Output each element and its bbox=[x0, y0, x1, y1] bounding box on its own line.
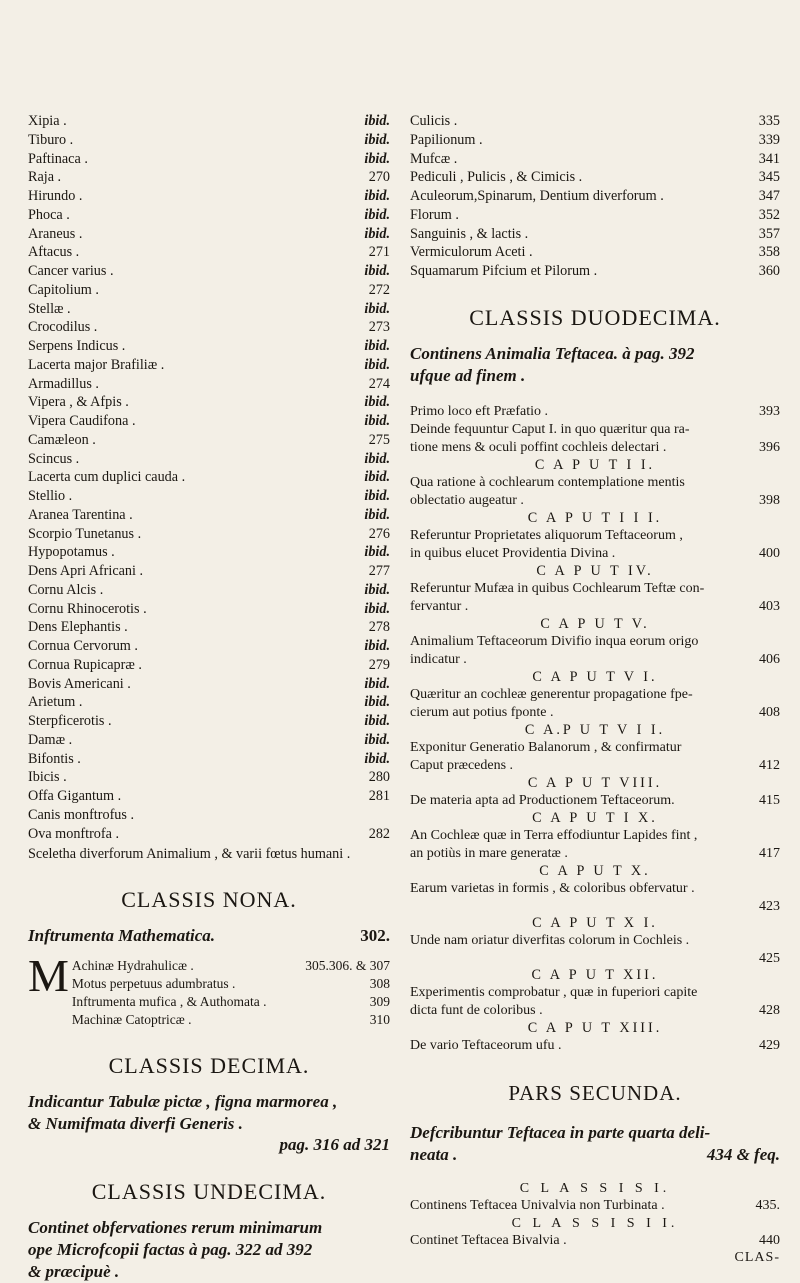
body-line: Quæritur an cochleæ generentur propagatione fpe- bbox=[410, 686, 693, 702]
caput-heading: C A P U T VIII. bbox=[527, 774, 663, 791]
index-entry-ref: ibid. bbox=[364, 694, 390, 711]
index-entry bbox=[28, 243, 390, 262]
index-entry bbox=[410, 243, 780, 262]
index-entry bbox=[28, 318, 390, 337]
index-entry-ref: ibid. bbox=[364, 600, 390, 617]
classis-nona-page: 302. bbox=[360, 926, 390, 946]
index-entry-label: Vermiculorum Aceti . bbox=[410, 244, 533, 261]
body-line: cierum aut potius fponte . 408 bbox=[410, 704, 780, 720]
classis-duodecima-sub2: ufque ad finem . bbox=[410, 365, 526, 385]
nona-entry bbox=[72, 993, 390, 1011]
index-entry-label: Dens Apri Africani . bbox=[28, 563, 144, 579]
nona-entry bbox=[72, 957, 390, 975]
index-entry-ref: 281 bbox=[368, 788, 390, 804]
index-entry bbox=[410, 168, 780, 187]
index-entry-label: Sterpficerotis . bbox=[28, 713, 112, 729]
index-entry bbox=[28, 712, 390, 731]
index-entry-ref: ibid. bbox=[364, 225, 390, 242]
index-entry-label: Florum . bbox=[410, 206, 459, 223]
body-line: Referuntur Mufæa in quibus Cochlearum Teftæ con- bbox=[410, 580, 705, 596]
index-entry-ref: 360 bbox=[758, 263, 780, 279]
index-entry bbox=[28, 806, 390, 825]
index-entry bbox=[28, 656, 390, 675]
index-entry-ref: ibid. bbox=[364, 450, 390, 467]
index-entry bbox=[28, 112, 390, 131]
index-entry bbox=[28, 506, 390, 525]
index-entry-ref: 357 bbox=[758, 225, 780, 242]
classis-undecima-heading: CLASSIS UNDECIMA. bbox=[91, 1179, 327, 1205]
index-entry-label: Armadillus . bbox=[28, 375, 99, 392]
index-entry-ref: ibid. bbox=[364, 394, 390, 411]
index-entry-ref: ibid. bbox=[364, 150, 390, 167]
index-entry-label: Crocodilus . bbox=[28, 319, 98, 336]
index-entry-ref: ibid. bbox=[364, 713, 390, 729]
index-entry-ref: ibid. bbox=[364, 131, 390, 148]
index-entry-label: Phoca . bbox=[28, 206, 70, 223]
index-entry bbox=[28, 787, 390, 806]
index-entry bbox=[28, 225, 390, 244]
caput-heading: C A P U T I X. bbox=[532, 809, 658, 826]
body-line: Qua ratione à cochlearum contemplatione mentis bbox=[410, 474, 685, 490]
body-line: Exponitur Generatio Balanorum , & confirmatur bbox=[410, 739, 682, 755]
caput-heading: C A P U T XII. bbox=[531, 966, 659, 983]
index-entry bbox=[28, 693, 390, 712]
index-entry bbox=[28, 300, 390, 319]
nona-entry-label: Inftrumenta mufica , & Authomata . bbox=[71, 994, 267, 1010]
index-entry-ref: 339 bbox=[758, 131, 780, 148]
pars-secunda-heading: PARS SECUNDA. bbox=[508, 1080, 682, 1105]
pars-secunda-sub1: Defcribuntur Teftacea in parte quarta deli- bbox=[410, 1122, 711, 1142]
caput-heading: C A P U T X. bbox=[539, 862, 651, 879]
index-entry-label: Dens Elephantis . bbox=[28, 619, 128, 636]
index-entry bbox=[28, 731, 390, 750]
index-entry-ref: 276 bbox=[368, 525, 390, 542]
index-entry bbox=[28, 750, 390, 769]
index-entry bbox=[28, 131, 390, 150]
index-entry bbox=[28, 187, 390, 206]
index-entry bbox=[28, 450, 390, 469]
index-entry-label: Tiburo . bbox=[28, 131, 74, 148]
nona-entry-ref: 310 bbox=[369, 1012, 390, 1028]
index-entry-ref: 279 bbox=[368, 656, 390, 673]
index-entry-ref: 352 bbox=[758, 206, 780, 223]
index-entry-ref: ibid. bbox=[364, 544, 390, 561]
index-entry-ref: 335 bbox=[758, 113, 780, 129]
classis-i-line: C L A S S I S I. bbox=[519, 1180, 671, 1196]
index-entry bbox=[28, 281, 390, 300]
index-entry bbox=[28, 768, 390, 787]
body-line: an potiùs in mare generatæ . 417 bbox=[410, 845, 780, 861]
nona-entry-ref: 305.306. & 307 bbox=[305, 958, 390, 974]
index-entry-ref: 273 bbox=[368, 319, 390, 336]
index-entry bbox=[410, 262, 780, 281]
body-line: Continens Teftacea Univalvia non Turbinata . 435. bbox=[410, 1197, 780, 1213]
index-entry-label: Cornu Rhinocerotis . bbox=[28, 600, 147, 617]
index-entry-label: Bovis Americani . bbox=[28, 675, 131, 692]
index-entry-label: Lacerta cum duplici cauda . bbox=[28, 469, 186, 486]
caput-heading: C A P U T I I I. bbox=[527, 509, 663, 526]
classis-decima-heading: CLASSIS DECIMA. bbox=[108, 1053, 310, 1079]
body-line: Earum varietas in formis , & coloribus obfervatur . bbox=[410, 880, 695, 896]
index-entry-ref: ibid. bbox=[364, 413, 390, 429]
dropcap-letter: M bbox=[28, 950, 69, 1002]
index-entry-label: Scorpio Tunetanus . bbox=[28, 525, 142, 542]
index-entry-ref: 271 bbox=[368, 244, 390, 261]
index-entry-ref: 270 bbox=[368, 169, 390, 186]
index-entry bbox=[28, 487, 390, 506]
index-entry bbox=[28, 375, 390, 394]
index-entry-ref: ibid. bbox=[364, 338, 390, 354]
index-entry-ref: ibid. bbox=[364, 506, 390, 523]
index-entry-label: Araneus . bbox=[28, 225, 83, 242]
index-entry bbox=[410, 150, 780, 169]
index-entry bbox=[28, 431, 390, 450]
index-entry-label: Raja . bbox=[28, 169, 62, 186]
index-entry bbox=[410, 206, 780, 225]
nona-entry bbox=[72, 975, 390, 993]
body-line: Unde nam oriatur diverfitas colorum in Cochleis . bbox=[410, 932, 690, 948]
classis-nona-sub bbox=[28, 925, 390, 947]
index-entry-label: Cancer varius . bbox=[28, 263, 114, 279]
index-entry-label: Bifontis . bbox=[28, 750, 81, 767]
left-column bbox=[28, 112, 390, 1283]
classis-nona-subtitle: Inftrumenta Mathematica. bbox=[28, 926, 216, 946]
index-entry-ref: ibid. bbox=[364, 488, 390, 504]
left-index-list bbox=[28, 112, 390, 843]
body-line: De materia apta ad Productionem Teftaceorum. 415 bbox=[410, 792, 780, 808]
caput-heading: C A.P U T V I I. bbox=[524, 721, 666, 738]
classis-nona-items bbox=[28, 950, 390, 1029]
index-entry-label: Squamarum Pifcium et Pilorum . bbox=[410, 263, 598, 279]
index-entry bbox=[28, 825, 390, 844]
classis-duodecima-sub1: Continens Animalia Teftacea. à pag. 392 bbox=[410, 343, 695, 363]
index-entry-label: Arietum . bbox=[28, 694, 83, 711]
index-entry-ref: 277 bbox=[368, 563, 390, 579]
right-column bbox=[410, 112, 780, 1266]
nona-entry-label: Machinæ Catoptricæ . bbox=[71, 1012, 192, 1028]
right-index-list bbox=[410, 112, 780, 281]
index-entry-ref: ibid. bbox=[364, 356, 390, 373]
index-entry bbox=[410, 112, 780, 131]
page-ref: 425 bbox=[759, 950, 780, 966]
index-entry-ref: 274 bbox=[368, 375, 390, 392]
index-entry bbox=[28, 618, 390, 637]
index-entry-label: Serpens Indicus . bbox=[28, 338, 126, 354]
index-entry-ref: ibid. bbox=[364, 469, 390, 486]
index-entry bbox=[28, 468, 390, 487]
caput-heading: C A P U T V. bbox=[540, 615, 650, 632]
index-entry-label: Mufcæ . bbox=[410, 150, 458, 167]
classis-undecima-sub1: Continet obfervationes rerum minimarum bbox=[28, 1218, 323, 1238]
index-entry-label: Capitolium . bbox=[28, 281, 99, 298]
index-entry-label: Papilionum . bbox=[410, 131, 483, 148]
pars-secunda-page: 434 & feq. bbox=[706, 1144, 780, 1164]
index-entry bbox=[410, 187, 780, 206]
index-entry-label: Aculeorum,Spinarum, Dentium diverforum . bbox=[410, 188, 664, 204]
caput-heading: C A P U T V I. bbox=[532, 668, 658, 685]
classis-decima-sub1: Indicantur Tabulæ pictæ , figna marmorea , bbox=[28, 1092, 338, 1112]
body-line: fervantur . 403 bbox=[410, 598, 780, 614]
classis-undecima-sub2: ope Microfcopii factas à pag. 322 ad 392 bbox=[28, 1240, 313, 1260]
nona-entry-ref: 309 bbox=[369, 994, 390, 1010]
body-line: indicatur . 406 bbox=[410, 651, 780, 667]
index-entry-ref: 278 bbox=[368, 619, 390, 636]
index-entry-label: Pediculi , Pulicis , & Cimicis . bbox=[410, 169, 583, 186]
catchword: CLAS- bbox=[734, 1249, 780, 1265]
index-entry-label: Aranea Tarentina . bbox=[28, 506, 133, 523]
body-line: An Cochleæ quæ in Terra effodiuntur Lapides fint , bbox=[410, 827, 698, 843]
classis-decima-sub2: & Numifmata diverfi Generis . bbox=[28, 1114, 243, 1134]
index-entry bbox=[28, 562, 390, 581]
index-entry bbox=[28, 637, 390, 656]
body-line: Experimentis comprobatur , quæ in fuperiori capite bbox=[410, 984, 698, 1000]
index-entry bbox=[28, 150, 390, 169]
index-entry bbox=[28, 356, 390, 375]
index-entry bbox=[28, 337, 390, 356]
index-entry-label: Sanguinis , & lactis . bbox=[410, 225, 529, 242]
index-entry-label: Damæ . bbox=[28, 731, 73, 748]
index-entry-ref: 275 bbox=[368, 431, 390, 448]
body-line: oblectatio augeatur . 398 bbox=[410, 492, 780, 508]
classis-nona-heading: CLASSIS NONA. bbox=[121, 887, 297, 913]
pars-secunda-sub2-line bbox=[410, 1144, 780, 1166]
body-line: tione mens & oculi poffint cochleis delectari . 396 bbox=[410, 439, 780, 455]
index-entry bbox=[28, 393, 390, 412]
body-line: Continet Teftacea Bivalvia . 440 bbox=[410, 1232, 780, 1248]
caput-heading: C A P U T I I. bbox=[534, 456, 656, 473]
body-line: Referuntur Proprietates aliquorum Teftaceorum , bbox=[410, 527, 683, 543]
body-line: Primo loco eft Præfatio . 393 bbox=[410, 403, 780, 419]
index-entry-label: Offa Gigantum . bbox=[28, 788, 122, 804]
index-entry-ref: ibid. bbox=[364, 731, 390, 748]
page-ref: 423 bbox=[759, 898, 780, 914]
index-entry bbox=[28, 675, 390, 694]
caput-heading: C A P U T X I. bbox=[532, 914, 658, 931]
index-entry bbox=[28, 168, 390, 187]
index-entry-label: Cornua Rupicapræ . bbox=[28, 656, 142, 673]
index-entry-label: Culicis . bbox=[410, 113, 458, 129]
index-entry bbox=[28, 543, 390, 562]
index-entry-ref: ibid. bbox=[364, 113, 390, 129]
classis-undecima-sub3: & præcipuè . bbox=[28, 1262, 120, 1282]
index-entry bbox=[28, 412, 390, 431]
index-entry-ref: 280 bbox=[368, 769, 390, 786]
index-entry-ref: ibid. bbox=[364, 581, 390, 598]
index-entry-ref: 272 bbox=[368, 281, 390, 298]
index-entry-ref: ibid. bbox=[364, 638, 390, 654]
index-entry-label: Cornu Alcis . bbox=[28, 581, 104, 598]
caput-heading: C A P U T IV. bbox=[536, 562, 654, 579]
body-line: Deinde fequuntur Caput I. in quo quæritur qua ra- bbox=[410, 421, 690, 437]
nona-entry-ref: 308 bbox=[369, 976, 390, 992]
index-entry bbox=[410, 225, 780, 244]
index-entry-ref: 282 bbox=[368, 825, 390, 842]
index-entry-label: Camæleon . bbox=[28, 431, 96, 448]
pars-secunda-sub2: neata . bbox=[410, 1144, 458, 1164]
index-entry-label: Hypopotamus . bbox=[28, 544, 115, 561]
body-line: dicta funt de coloribus . 428 bbox=[410, 1002, 780, 1018]
body-line: De vario Teftaceorum ufu . 429 bbox=[410, 1037, 780, 1053]
index-entry-label: Hirundo . bbox=[28, 188, 83, 204]
index-entry-label: Vipera Caudifona . bbox=[28, 413, 136, 429]
classis-duodecima-heading: CLASSIS DUODECIMA. bbox=[469, 304, 721, 330]
index-entry-ref: 347 bbox=[758, 188, 780, 204]
index-entry bbox=[28, 262, 390, 281]
index-entry-ref: ibid. bbox=[364, 188, 390, 204]
index-entry-ref: 345 bbox=[758, 169, 780, 186]
index-entry-label: Stellæ . bbox=[28, 300, 71, 317]
index-entry bbox=[410, 131, 780, 150]
nona-entry bbox=[72, 1011, 390, 1029]
index-entry-ref: 358 bbox=[758, 244, 780, 261]
index-entry-ref: ibid. bbox=[364, 750, 390, 767]
index-entry-label: Scincus . bbox=[28, 450, 80, 467]
nona-entry-label: Achinæ Hydrahulicæ . bbox=[71, 958, 194, 974]
index-entry-ref: 341 bbox=[758, 150, 780, 167]
index-entry bbox=[28, 600, 390, 619]
classis-decima-pag: pag. 316 ad 321 bbox=[279, 1135, 390, 1155]
index-entry-ref: ibid. bbox=[364, 675, 390, 692]
body-line: in quibus elucet Providentia Divina . 400 bbox=[410, 545, 780, 561]
index-entry bbox=[28, 525, 390, 544]
index-entry-label: Canis monftrofus . bbox=[28, 806, 135, 823]
nona-entry-label: Motus perpetuus adumbratus . bbox=[71, 976, 236, 992]
index-entry-label: Cornua Cervorum . bbox=[28, 638, 138, 654]
index-entry bbox=[28, 581, 390, 600]
index-entry-label: Xipia . bbox=[28, 113, 67, 129]
index-entry-label: Lacerta major Brafiliæ . bbox=[28, 356, 165, 373]
index-entry-ref: ibid. bbox=[364, 206, 390, 223]
index-entry-ref: ibid. bbox=[364, 263, 390, 279]
classis-ii-line: C L A S S I S I I. bbox=[511, 1215, 679, 1231]
index-entry-label: Aftacus . bbox=[28, 244, 80, 261]
index-entry-ref: ibid. bbox=[364, 300, 390, 317]
body-line: Caput præcedens . 412 bbox=[410, 757, 780, 773]
caput-heading: C A P U T XIII. bbox=[527, 1019, 663, 1036]
body-line: Animalium Teftaceorum Divifio inqua eorum origo bbox=[410, 633, 699, 649]
index-entry-label: Paftinaca . bbox=[28, 150, 88, 167]
index-entry-label: Stellio . bbox=[28, 488, 73, 504]
index-entry bbox=[28, 206, 390, 225]
sceletha-entry: Sceletha diverforum Animalium , & varii fœtus humani . bbox=[28, 846, 351, 863]
index-entry-label: Ibicis . bbox=[28, 769, 67, 786]
index-entry-label: Ova monftrofa . bbox=[28, 825, 120, 842]
index-entry-label: Vipera , & Afpis . bbox=[28, 394, 129, 411]
